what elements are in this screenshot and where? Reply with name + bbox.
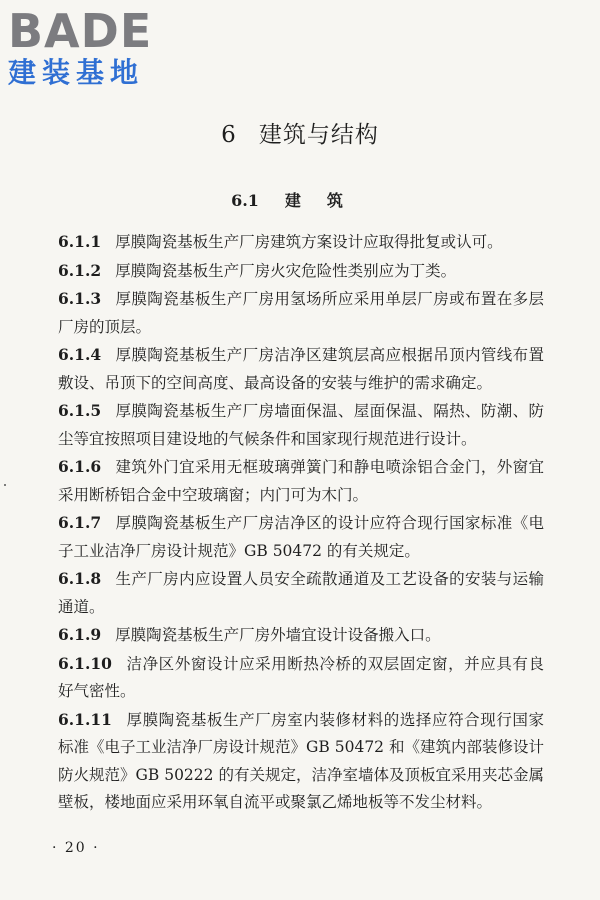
clause-text: 厚膜陶瓷基板生产厂房外墙宜设计设备搬入口。 (115, 626, 441, 644)
clause (58, 341, 544, 397)
clause-text: 厚膜陶瓷基板生产厂房建筑方案设计应取得批复或认可。 (115, 233, 503, 251)
clause (58, 706, 544, 817)
clause (58, 453, 544, 509)
stray-mark (4, 484, 6, 486)
clause (58, 285, 544, 341)
logo-subtitle: 建装基地 (8, 56, 145, 89)
clause (58, 509, 544, 565)
chapter-number: 6 (221, 122, 237, 148)
clause-number: 6.1.6 (58, 457, 102, 476)
section-title: 建筑 (284, 191, 369, 210)
clause-number: 6.1.8 (58, 569, 102, 588)
clause-text: 厚膜陶瓷基板生产厂房火灾危险性类别应为丁类。 (115, 261, 457, 280)
clause (58, 565, 544, 621)
clause-number: 6.1.9 (58, 625, 102, 644)
section-heading (0, 188, 600, 211)
clause-number: 6.1.1 (58, 232, 102, 251)
clause-text: 厚膜陶瓷基板生产厂房洁净区建筑层高应根据吊顶内管线布置敷设、吊顶下的空间高度、最高设备的安装与维护的需求确定。 (58, 346, 544, 392)
chapter-title: 建筑与结构 (258, 122, 379, 148)
clause-number: 6.1.5 (58, 401, 102, 420)
clause-text: 洁净区外窗设计应采用断热冷桥的双层固定窗，并应具有良好气密性。 (58, 654, 544, 700)
clause-text: 厚膜陶瓷基板生产厂房用氢场所应采用单层厂房或布置在多层厂房的顶层。 (58, 290, 544, 336)
clause-text: 生产厂房内应设置人员安全疏散通道及工艺设备的安装与运输通道。 (58, 570, 544, 616)
clause-number: 6.1.4 (58, 345, 102, 364)
clause (58, 257, 544, 286)
clause-text: 厚膜陶瓷基板生产厂房室内装修材料的选择应符合现行国家标准《电子工业洁净厂房设计规范》GB 50472 和《建筑内部装修设计防火规范》GB 50222 的有关规定，洁净室墙体及顶板宜采用夹芯金属壁板，楼地面应采用环氧自流平或聚氯乙烯地板等不发尘材料。 (58, 710, 544, 811)
chapter-heading (0, 116, 600, 149)
page-number: · 20 · (52, 840, 100, 856)
clause (58, 650, 544, 706)
logo-mark: BADE (8, 4, 153, 58)
clause-text: 建筑外门宜采用无框玻璃弹簧门和静电喷涂铝合金门，外窗宜采用断桥铝合金中空玻璃窗；内门可为木门。 (58, 458, 544, 504)
clause-text: 厚膜陶瓷基板生产厂房洁净区的设计应符合现行国家标准《电子工业洁净厂房设计规范》GB 50472 的有关规定。 (58, 514, 544, 560)
clause-number: 6.1.3 (58, 289, 102, 308)
clause-text: 厚膜陶瓷基板生产厂房墙面保温、屋面保温、隔热、防潮、防尘等宜按照项目建设地的气候条件和国家现行规范进行设计。 (58, 402, 544, 448)
clause-number: 6.1.7 (58, 513, 102, 532)
clause-list (58, 228, 544, 817)
clause-number: 6.1.2 (58, 260, 102, 280)
clause (58, 621, 544, 650)
clause (58, 228, 544, 257)
section-number: 6.1 (231, 191, 259, 210)
clause-number: 6.1.11 (58, 709, 112, 729)
logo (8, 6, 178, 90)
clause-number: 6.1.10 (58, 653, 112, 673)
clause (58, 397, 544, 453)
